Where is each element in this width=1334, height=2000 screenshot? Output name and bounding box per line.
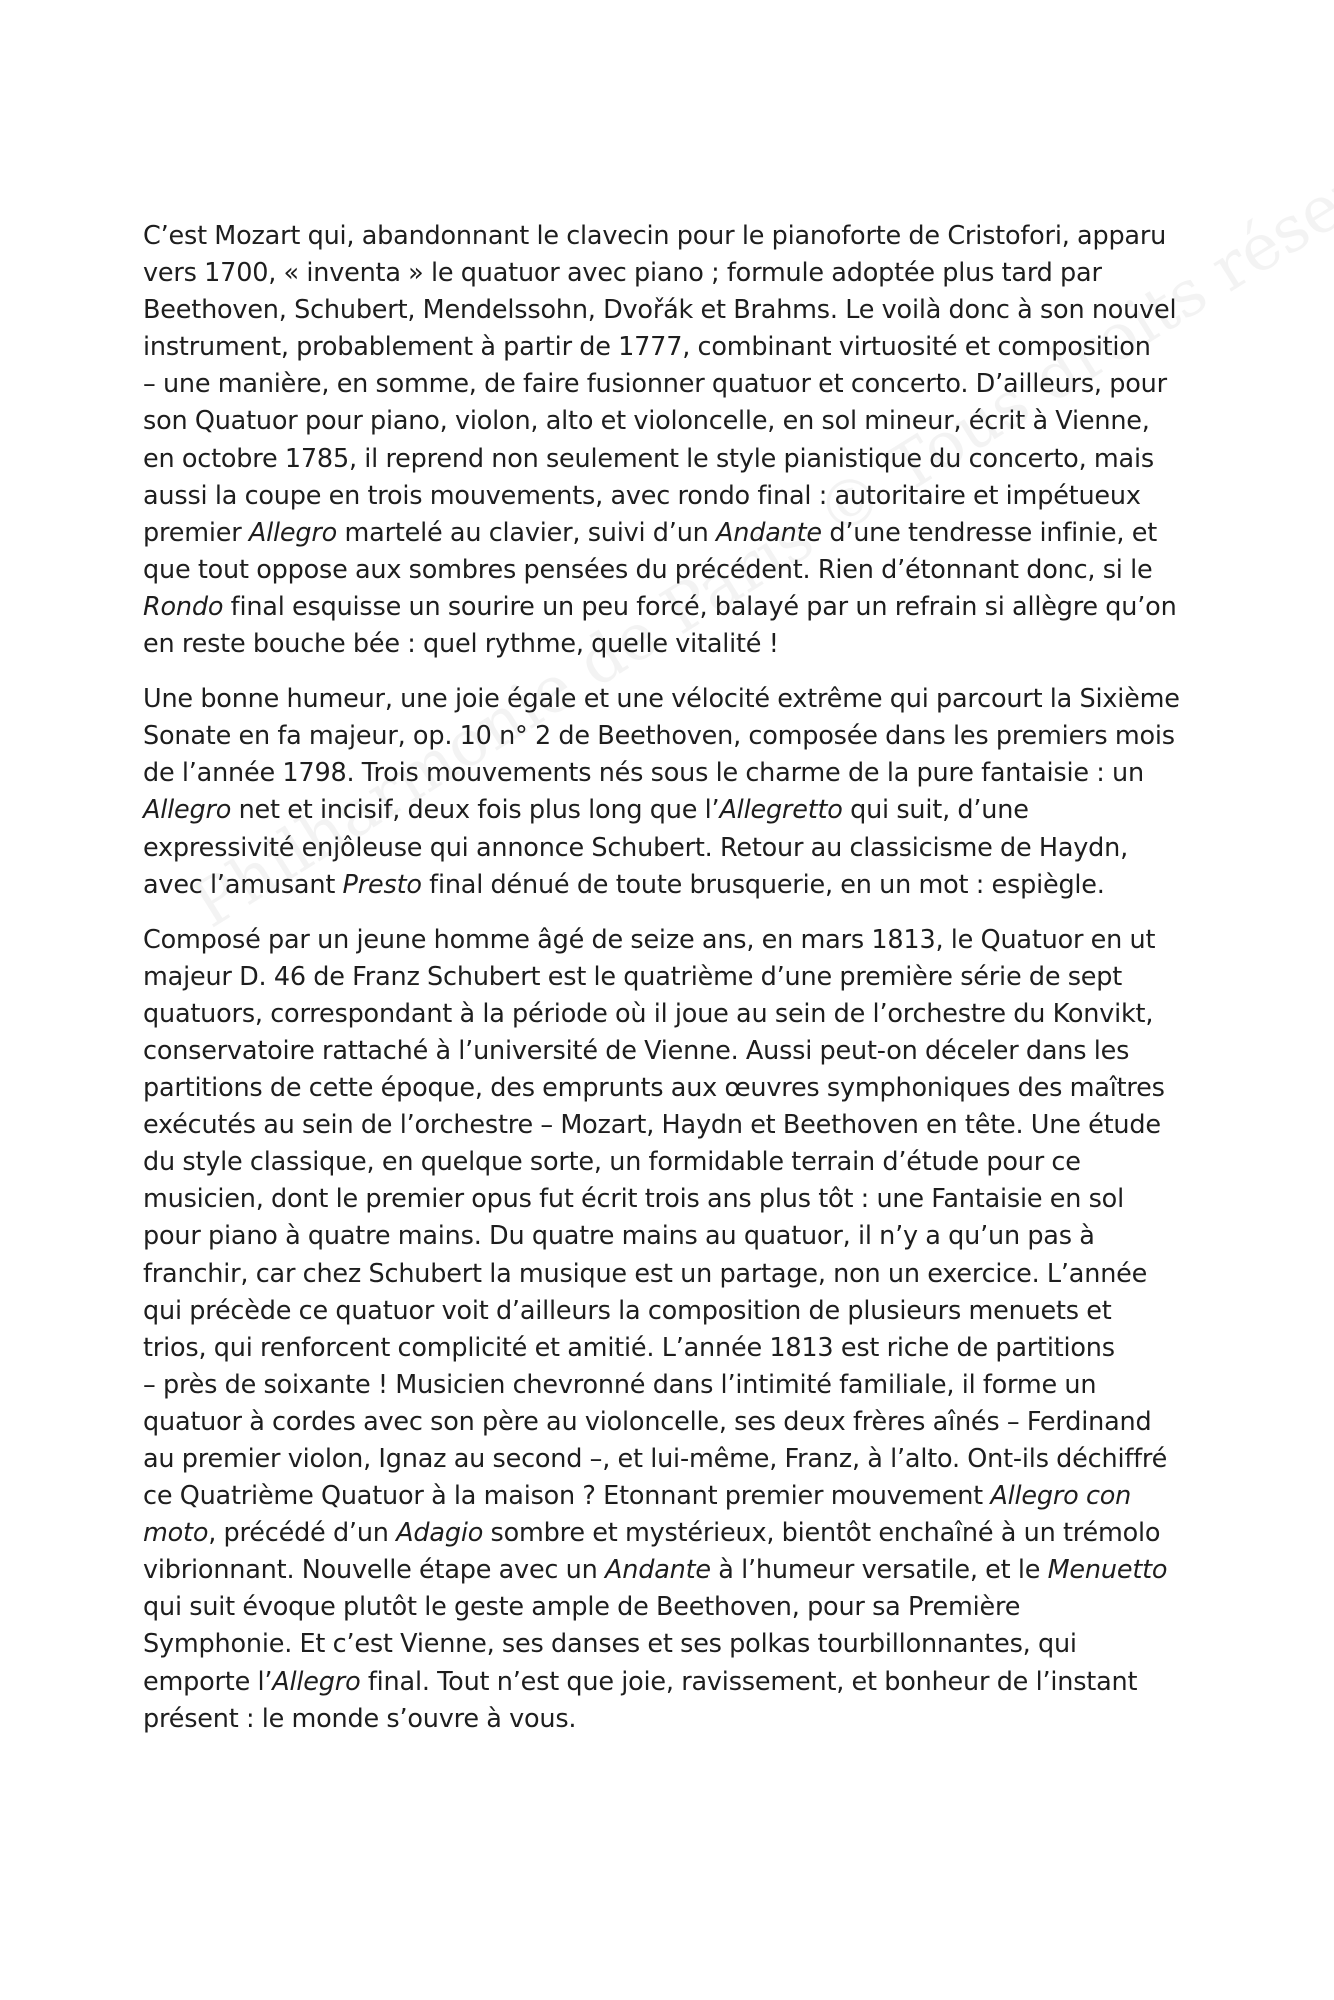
text-run: – une manière, en somme, de faire fusionner quatuor et concerto. D’ailleurs, pour xyxy=(143,369,1167,400)
text-run: – près de soixante ! Musicien chevronné dans l’intimité familiale, il forme un xyxy=(143,1369,1097,1400)
text-line xyxy=(143,292,1218,329)
text-run: final esquisse un sourire un peu forcé, balayé par un refrain si allègre qu’on xyxy=(223,591,1177,622)
italic-title: Adagio xyxy=(396,1518,484,1549)
text-run: ce Quatrième Quatuor à la maison ? Etonnant premier mouvement xyxy=(143,1481,991,1512)
text-run: de l’année 1798. Trois mouvements nés sous le charme de la pure fantaisie : un xyxy=(143,758,1144,789)
text-run: martelé au clavier, suivi d’un xyxy=(337,517,717,548)
text-run: au premier violon, Ignaz au second –, et lui-même, Franz, à l’alto. Ont-ils déchiffré xyxy=(143,1444,1168,1474)
text-line xyxy=(143,1033,1218,1070)
text-line xyxy=(143,1144,1218,1181)
text-run: Sonate en fa majeur, op. 10 n° 2 de Beethoven, composée dans les premiers mois xyxy=(143,721,1175,752)
text-run: en octobre 1785, il reprend non seulement le style pianistique du concerto, mais xyxy=(143,443,1154,474)
text-run: pour piano à quatre mains. Du quatre mains au quatuor, il n’y a qu’un pas à xyxy=(143,1221,1095,1252)
text-line xyxy=(143,1293,1218,1330)
text-run: exécutés au sein de l’orchestre – Mozart, Haydn et Beethoven en tête. Une étude xyxy=(143,1110,1161,1141)
program-notes-text xyxy=(143,218,1218,1756)
text-line xyxy=(143,329,1218,366)
text-run: emporte l’ xyxy=(143,1666,273,1697)
text-run: en reste bouche bée : quel rythme, quelle vitalité ! xyxy=(143,629,779,660)
text-line xyxy=(143,1330,1218,1367)
text-run: net et incisif, deux fois plus long que l’ xyxy=(231,795,720,826)
text-line xyxy=(143,1256,1218,1293)
italic-title: Allegro xyxy=(143,795,232,826)
italic-title: Allegro con xyxy=(990,1481,1132,1512)
text-line xyxy=(143,1107,1218,1144)
text-line xyxy=(143,681,1218,718)
text-run: Symphonie. Et c’est Vienne, ses danses et ses polkas tourbillonnantes, qui xyxy=(143,1629,1077,1660)
text-line xyxy=(143,515,1218,552)
text-line xyxy=(143,1626,1218,1663)
italic-title: moto xyxy=(143,1518,209,1549)
text-run: musicien, dont le premier opus fut écrit trois ans plus tôt : une Fantaisie en sol xyxy=(143,1184,1124,1215)
text-line xyxy=(143,626,1218,663)
italic-title: Allegretto xyxy=(719,795,843,826)
text-run: expressivité enjôleuse qui annonce Schubert. Retour au classicisme de Haydn, xyxy=(143,832,1129,863)
text-run: sombre et mystérieux, bientôt enchaîné à un trémolo xyxy=(483,1518,1161,1549)
text-run: final dénué de toute brusquerie, en un mot : espiègle. xyxy=(421,869,1105,900)
text-run: , précédé d’un xyxy=(208,1518,397,1549)
text-line xyxy=(143,1441,1218,1478)
text-run: qui suit évoque plutôt le geste ample de Beethoven, pour sa Première xyxy=(143,1592,1021,1623)
text-line xyxy=(143,1181,1218,1218)
text-line xyxy=(143,403,1218,440)
italic-title: Andante xyxy=(605,1555,711,1586)
text-line xyxy=(143,1478,1218,1515)
paragraph-3 xyxy=(143,922,1218,1738)
text-run: vibrionnant. Nouvelle étape avec un xyxy=(143,1555,605,1586)
text-line xyxy=(143,959,1218,996)
text-line xyxy=(143,792,1218,829)
text-run: présent : le monde s’ouvre à vous. xyxy=(143,1703,577,1734)
text-run: instrument, probablement à partir de 1777, combinant virtuosité et composition xyxy=(143,332,1151,363)
text-line xyxy=(143,830,1218,867)
text-run: Composé par un jeune homme âgé de seize ans, en mars 1813, le Quatuor en ut xyxy=(143,924,1156,955)
text-run: partitions de cette époque, des emprunts aux œuvres symphoniques des maîtres xyxy=(143,1073,1165,1104)
text-run: que tout oppose aux sombres pensées du précédent. Rien d’étonnant donc, si le xyxy=(143,554,1153,585)
text-line xyxy=(143,218,1218,255)
text-line xyxy=(143,1070,1218,1107)
text-line xyxy=(143,1589,1218,1626)
paragraph-2 xyxy=(143,681,1218,904)
text-line xyxy=(143,755,1218,792)
text-run: aussi la coupe en trois mouvements, avec rondo final : autoritaire et impétueux xyxy=(143,480,1141,511)
text-line xyxy=(143,922,1218,959)
text-line xyxy=(143,1701,1218,1738)
text-line xyxy=(143,589,1218,626)
italic-title: Andante xyxy=(716,517,822,548)
text-line xyxy=(143,552,1218,589)
text-run: conservatoire rattaché à l’université de Vienne. Aussi peut-on déceler dans les xyxy=(143,1035,1130,1066)
italic-title: Rondo xyxy=(143,591,224,622)
text-run: trios, qui renforcent complicité et amitié. L’année 1813 est riche de partitions xyxy=(143,1332,1115,1363)
text-line xyxy=(143,718,1218,755)
text-line xyxy=(143,1367,1218,1404)
text-line xyxy=(143,1664,1218,1701)
text-line xyxy=(143,1404,1218,1441)
text-run: qui suit, d’une xyxy=(842,795,1029,826)
text-run: qui précède ce quatuor voit d’ailleurs la composition de plusieurs menuets et xyxy=(143,1295,1112,1326)
text-line xyxy=(143,255,1218,292)
text-line xyxy=(143,441,1218,478)
text-run: Une bonne humeur, une joie égale et une vélocité extrême qui parcourt la Sixième xyxy=(143,684,1180,715)
italic-title: Menuetto xyxy=(1047,1555,1168,1586)
text-run: final. Tout n’est que joie, ravissement, et bonheur de l’instant xyxy=(360,1666,1138,1697)
text-run: son Quatuor pour piano, violon, alto et violoncelle, en sol mineur, écrit à Vienne, xyxy=(143,406,1150,437)
italic-title: Presto xyxy=(342,869,422,900)
text-run: C’est Mozart qui, abandonnant le clavecin pour le pianoforte de Cristofori, apparu xyxy=(143,221,1167,251)
text-line xyxy=(143,867,1218,904)
text-line xyxy=(143,1515,1218,1552)
text-line xyxy=(143,1552,1218,1589)
text-run: du style classique, en quelque sorte, un formidable terrain d’étude pour ce xyxy=(143,1147,1081,1178)
text-line xyxy=(143,996,1218,1033)
italic-title: Allegro xyxy=(248,517,338,548)
text-run: majeur D. 46 de Franz Schubert est le quatrième d’une première série de sept xyxy=(143,961,1123,992)
text-line xyxy=(143,366,1218,403)
text-run: d’une tendresse infinie, et xyxy=(821,517,1157,548)
text-run: premier xyxy=(143,517,249,548)
text-run: quatuor à cordes avec son père au violoncelle, ses deux frères aînés – Ferdinand xyxy=(143,1406,1152,1437)
text-line xyxy=(143,478,1218,515)
text-run: franchir, car chez Schubert la musique est un partage, non un exercice. L’année xyxy=(143,1258,1148,1289)
text-run: à l’humeur versatile, et le xyxy=(710,1555,1048,1586)
text-run: vers 1700, « inventa » le quatuor avec piano ; formule adoptée plus tard par xyxy=(143,258,1102,289)
text-run: avec l’amusant xyxy=(143,869,343,900)
text-run: quatuors, correspondant à la période où il joue au sein de l’orchestre du Konvikt, xyxy=(143,998,1154,1029)
italic-title: Allegro xyxy=(272,1666,361,1697)
text-line xyxy=(143,1218,1218,1255)
text-run: Beethoven, Schubert, Mendelssohn, Dvořák et Brahms. Le voilà donc à son nouvel xyxy=(143,295,1177,326)
paragraph-1 xyxy=(143,218,1218,663)
